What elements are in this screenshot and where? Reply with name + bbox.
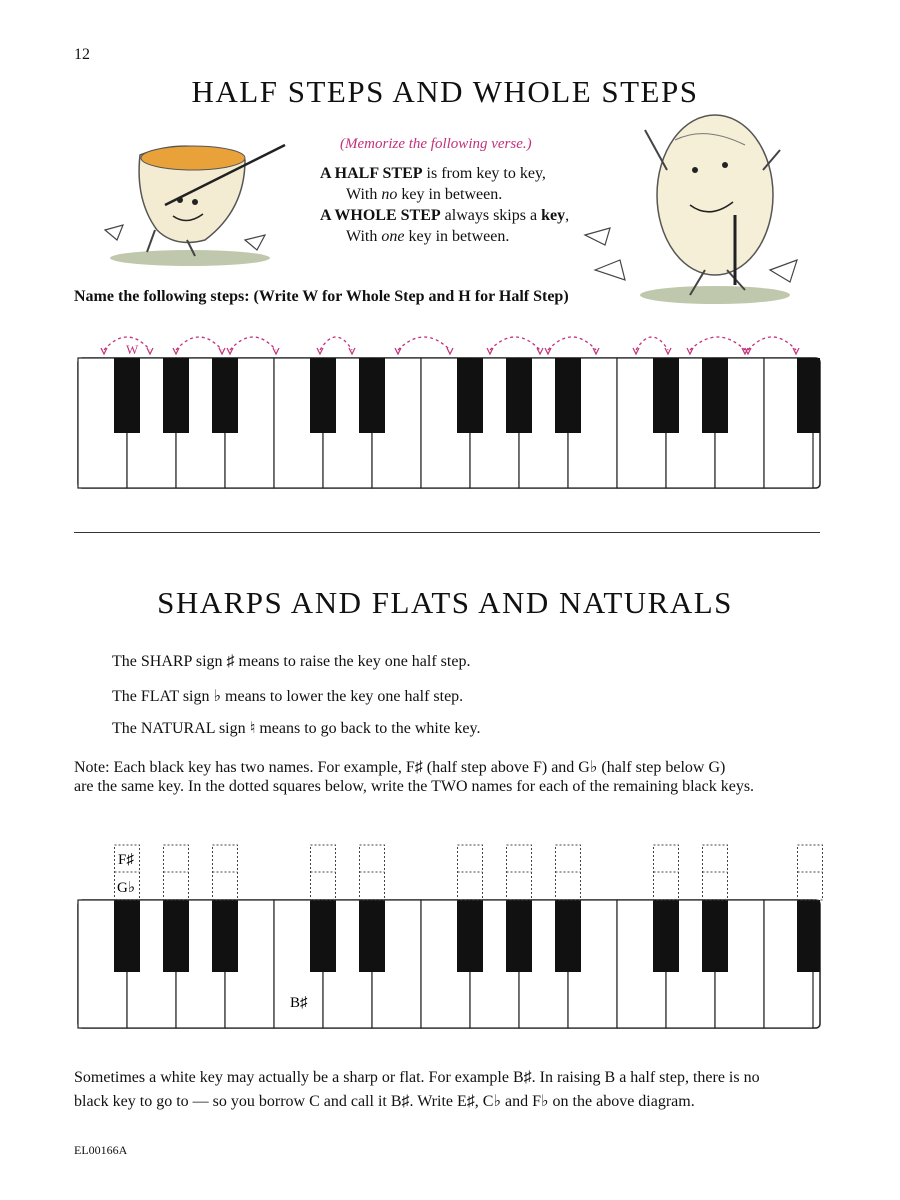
- arrow-head-icon: [665, 348, 671, 354]
- verse-line-4: With one key in between.: [346, 228, 510, 245]
- arrow-head-icon: [395, 348, 401, 354]
- black-key[interactable]: [359, 358, 385, 433]
- black-key[interactable]: [653, 358, 679, 433]
- arrow-head-icon: [219, 348, 225, 354]
- arrow-head-icon: [487, 348, 493, 354]
- black-key[interactable]: [114, 900, 140, 972]
- black-key[interactable]: [212, 358, 238, 433]
- black-key[interactable]: [702, 900, 728, 972]
- piano-keyboard-names[interactable]: [0, 840, 900, 1035]
- black-key[interactable]: [212, 900, 238, 972]
- example-flat-name: G♭: [117, 880, 135, 896]
- black-key[interactable]: [457, 358, 483, 433]
- black-key[interactable]: [359, 900, 385, 972]
- arrow-head-icon: [545, 348, 551, 354]
- egg-character-icon: [575, 110, 805, 310]
- black-key[interactable]: [797, 358, 820, 433]
- bottom-paragraph-line-1: Sometimes a white key may actually be a sharp or flat. For example B♯. In raising B a half step, there is no: [74, 1069, 760, 1086]
- black-key[interactable]: [506, 900, 532, 972]
- natural-definition: The NATURAL sign ♮ means to go back to the white key.: [112, 720, 481, 737]
- black-key[interactable]: [310, 358, 336, 433]
- black-key[interactable]: [653, 900, 679, 972]
- arrow-head-icon: [227, 348, 233, 354]
- black-key[interactable]: [310, 900, 336, 972]
- black-key[interactable]: [555, 358, 581, 433]
- example-answer-w: W: [126, 342, 139, 357]
- arrow-head-icon: [593, 348, 599, 354]
- steps-instruction: Name the following steps: (Write W for Whole Step and H for Half Step): [74, 288, 569, 305]
- black-key[interactable]: [114, 358, 140, 433]
- step-arc: [230, 337, 276, 350]
- step-arc: [176, 337, 222, 350]
- black-key[interactable]: [163, 358, 189, 433]
- step-arc: [398, 337, 450, 350]
- note-line-1: Note: Each black key has two names. For example, F♯ (half step above F) and G♭ (half step below G): [74, 759, 726, 776]
- arrow-head-icon: [687, 348, 693, 354]
- verse-line-1: A HALF STEP is from key to key,: [320, 165, 546, 182]
- verse: [320, 163, 569, 247]
- step-arc: [320, 337, 352, 350]
- step-arc: [636, 337, 668, 350]
- flat-definition: The FLAT sign ♭ means to lower the key one half step.: [112, 688, 464, 705]
- page-number: 12: [74, 46, 90, 63]
- teacup-character-icon: [95, 130, 295, 270]
- arrow-head-icon: [793, 348, 799, 354]
- arrow-head-icon: [349, 348, 355, 354]
- example-sharp-name: F♯: [118, 852, 134, 868]
- arrow-head-icon: [537, 348, 543, 354]
- section1-title: HALF STEPS AND WHOLE STEPS: [191, 74, 699, 109]
- black-key[interactable]: [797, 900, 820, 972]
- step-arc: [548, 337, 596, 350]
- black-key[interactable]: [555, 900, 581, 972]
- black-key[interactable]: [506, 358, 532, 433]
- bottom-paragraph-line-2: black key to go to — so you borrow C and call it B♯. Write E♯, C♭ and F♭ on the above diagram.: [74, 1093, 695, 1110]
- note-line-2: are the same key. In the dotted squares below, write the TWO names for each of the remaining black keys.: [74, 778, 755, 795]
- verse-line-3: A WHOLE STEP always skips a key,: [320, 207, 570, 224]
- footer-code: EL00166A: [74, 1143, 128, 1157]
- black-key[interactable]: [163, 900, 189, 972]
- step-arc: [748, 337, 796, 350]
- sharp-definition: The SHARP sign ♯ means to raise the key one half step.: [112, 653, 471, 670]
- arrow-head-icon: [147, 348, 153, 354]
- arrow-head-icon: [273, 348, 279, 354]
- verse-line-2: With no key in between.: [346, 186, 503, 203]
- step-arc: [690, 337, 745, 350]
- step-arc: [490, 337, 540, 350]
- white-key-b-sharp-label: B♯: [290, 995, 308, 1011]
- black-key[interactable]: [702, 358, 728, 433]
- section2-title: SHARPS AND FLATS AND NATURALS: [157, 585, 733, 620]
- black-key[interactable]: [457, 900, 483, 972]
- arrow-head-icon: [447, 348, 453, 354]
- piano-keyboard-steps[interactable]: [0, 330, 900, 495]
- section-divider: [74, 532, 820, 533]
- memorize-note: (Memorize the following verse.): [340, 136, 532, 152]
- arrow-head-icon: [173, 348, 179, 354]
- arrow-head-icon: [101, 348, 107, 354]
